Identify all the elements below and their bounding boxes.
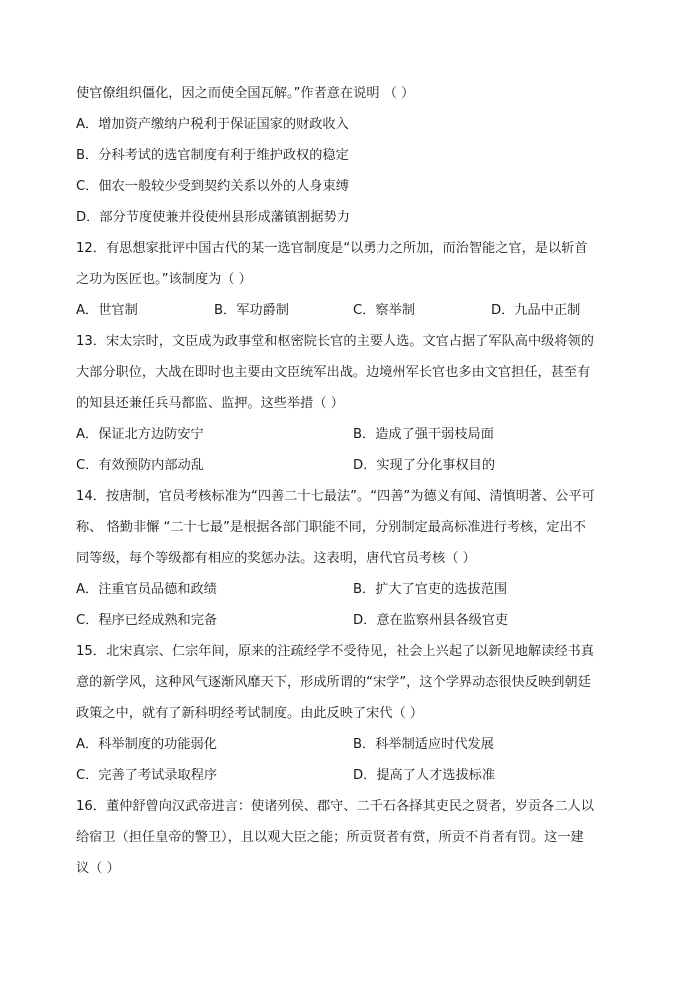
q13-options-row-2 (76, 450, 636, 481)
q13-stem-line-2: 大部分职位，大战在即时也主要由文臣统军出战。边境州军长官也多由文官担任，甚至有 (76, 365, 591, 380)
q14-stem-line-3: 同等级，每个等级都有相应的奖惩办法。这表明，唐代官员考核（ ） (76, 551, 476, 566)
q12-option-c: C．察举制 (353, 303, 415, 318)
q15-option-a: A．科举制度的功能弱化 (76, 737, 217, 752)
q15-option-c: C．完善了考试录取程序 (76, 768, 218, 783)
q11-stem-tail: 使官僚组织僵化，因之而使全国瓦解。”作者意在说明 （ ） (76, 86, 415, 101)
q13-options-row-1 (76, 419, 636, 450)
q14-options-row-1 (76, 574, 636, 605)
q12-stem-line-2: 之功为医匠也。”该制度为（ ） (76, 272, 252, 287)
q15-stem-line-2: 意的新学风，这种风气逐渐风靡天下，形成所谓的“宋学”，这个学界动态很快反映到朝廷 (76, 675, 591, 690)
q14-stem-line-2: 称、 恪勤非懈 “二十七最”是根据各部门职能不同，分别制定最高标准进行考核，定出不 (76, 520, 586, 535)
q15-stem-line-3: 政策之中，就有了新科明经考试制度。由此反映了宋代（ ） (76, 706, 424, 721)
q13-option-d: D．实现了分化事权目的 (353, 458, 496, 473)
q14-option-c: C．程序已经成熟和完备 (76, 613, 218, 628)
q13-stem-line-1: 13．宋太宗时，文臣成为政事堂和枢密院长官的主要人选。文官占据了军队高中级将领的 (76, 334, 594, 349)
q13-option-c: C．有效预防内部动乱 (76, 458, 204, 473)
exam-page (76, 78, 636, 884)
q11-option-b: B．分科考试的选官制度有利于维护政权的稳定 (76, 148, 349, 163)
q11-option-a: A．增加资产缴纳户税利于保证国家的财政收入 (76, 117, 349, 132)
q15-options-row-2 (76, 760, 636, 791)
q11-option-c: C．佃农一般较少受到契约关系以外的人身束缚 (76, 179, 349, 194)
q11-option-d: D．部分节度使兼并役使州县形成藩镇割据势力 (76, 210, 350, 225)
q15-option-b: B．科举制适应时代发展 (353, 737, 494, 752)
q12-stem-line-1: 12．有思想家批评中国古代的某一选官制度是“以勇力之所加，而治智能之官，是以斩首 (76, 241, 588, 256)
q14-options-row-2 (76, 605, 636, 636)
q13-option-a: A．保证北方边防安宁 (76, 427, 204, 442)
q14-option-d: D．意在监察州县各级官吏 (353, 613, 509, 628)
q15-option-d: D．提高了人才选拔标准 (353, 768, 496, 783)
q12-option-d: D．九品中正制 (491, 303, 581, 318)
q13-stem-line-3: 的知县还兼任兵马都监、监押。这些举措（ ） (76, 396, 344, 411)
q14-option-a: A．注重官员品德和政绩 (76, 582, 217, 597)
q15-options-row-1 (76, 729, 636, 760)
q14-option-b: B．扩大了官吏的选拔范围 (353, 582, 508, 597)
q14-stem-line-1: 14．按唐制，官员考核标准为“四善二十七最法”。“四善”为德义有闻、清慎明著、公平可 (76, 489, 595, 504)
q16-stem-line-1: 16．董仲舒曾向汉武帝进言：使诸列侯、郡守、二千石各择其吏民之贤者，岁贡各二人以 (76, 799, 594, 814)
q16-stem-line-2: 给宿卫（担任皇帝的警卫），且以观大臣之能；所贡贤者有赏，所贡不肖者有罚。这一建 (76, 830, 584, 845)
q15-stem-line-1: 15．北宋真宗、仁宗年间，原来的注疏经学不受待见，社会上兴起了以新见地解读经书真 (76, 644, 594, 659)
q12-option-a: A．世官制 (76, 303, 138, 318)
q16-stem-line-3: 议（ ） (76, 861, 120, 876)
q13-option-b: B．造成了强干弱枝局面 (353, 427, 494, 442)
q12-option-b: B．军功爵制 (214, 303, 289, 318)
q12-options-row (76, 295, 636, 326)
